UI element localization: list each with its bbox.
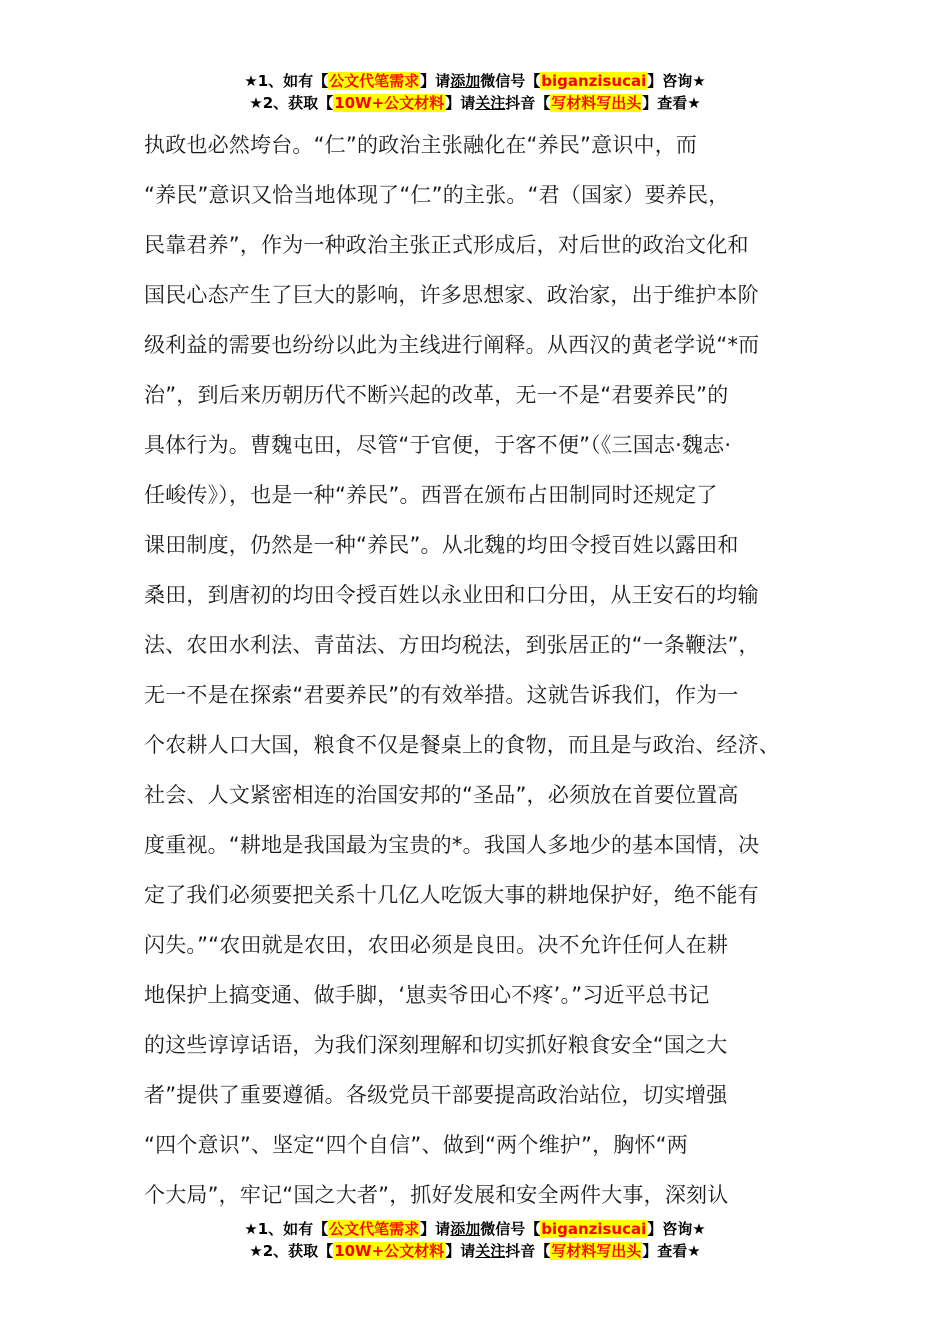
body-line: 级利益的需要也纷纷以此为主线进行阐释。从西汉的黄老学说“*而 <box>144 333 760 357</box>
header-banner <box>0 70 950 114</box>
body-line: 个大局”，牢记“国之大者”，抓好发展和安全两件大事，深刻认 <box>144 1183 729 1207</box>
footer-banner <box>0 1218 950 1262</box>
highlight-douyin-account: 写材料写出头 <box>551 1242 642 1260</box>
banner-text: 】请 <box>420 1220 451 1238</box>
body-line: 桑田，到唐初的均田令授百姓以永业田和口分田，从王安石的均输 <box>144 583 759 607</box>
body-line: “养民”意识又恰当地体现了“仁”的主张。“君（国家）要养民， <box>144 183 730 207</box>
banner-text: 抖音【 <box>505 94 551 112</box>
highlight-wechat-id: biganzisucai <box>541 72 647 90</box>
highlight-materials: 10W+公文材料 <box>334 1242 445 1260</box>
body-line: 民靠君养”，作为一种政治主张正式形成后，对后世的政治文化和 <box>144 233 749 257</box>
underlined-text: 关注 <box>475 94 506 112</box>
banner-text: 微信号【 <box>480 72 541 90</box>
document-body <box>144 120 834 1220</box>
underlined-text: 关注 <box>475 1242 506 1260</box>
highlight-service: 公文代笔需求 <box>329 72 420 90</box>
banner-text: 微信号【 <box>480 1220 541 1238</box>
body-line: 执政也必然垮台。“仁”的政治主张融化在“养民”意识中，而 <box>144 133 698 157</box>
banner-line-1 <box>0 1218 950 1240</box>
body-line: 个农耕人口大国，粮食不仅是餐桌上的食物，而且是与政治、经济、 <box>144 733 780 757</box>
highlight-douyin-account: 写材料写出头 <box>551 94 642 112</box>
banner-text: 】请 <box>420 72 451 90</box>
body-line: 课田制度，仍然是一种“养民”。从北魏的均田令授百姓以露田和 <box>144 533 739 557</box>
body-line: 闪失。”“农田就是农田，农田必须是良田。决不允许任何人在耕 <box>144 933 729 957</box>
banner-line-1 <box>0 70 950 92</box>
body-line: “四个意识”、坚定“四个自信”、做到“两个维护”，胸怀“两 <box>144 1133 688 1157</box>
banner-text: 】请 <box>445 1242 476 1260</box>
highlight-service: 公文代笔需求 <box>329 1220 420 1238</box>
body-line: 度重视。“耕地是我国最为宝贵的*。我国人多地少的基本国情，决 <box>144 833 760 857</box>
body-line: 具体行为。曹魏屯田，尽管“于官便，于客不便”（《三国志·魏志· <box>144 433 732 457</box>
body-line: 定了我们必须要把关系十几亿人吃饭大事的耕地保护好，绝不能有 <box>144 883 759 907</box>
banner-line-2 <box>0 1240 950 1262</box>
banner-text: 】请 <box>445 94 476 112</box>
body-line: 的这些谆谆话语，为我们深刻理解和切实抓好粮食安全“国之大 <box>144 1033 728 1057</box>
body-line: 地保护上搞变通、做手脚，‘崽卖爷田心不疼’。”习近平总书记 <box>144 983 710 1007</box>
banner-text: ★2、获取【 <box>249 94 334 112</box>
body-line: 无一不是在探索“君要养民”的有效举措。这就告诉我们，作为一 <box>144 683 739 707</box>
body-line: 国民心态产生了巨大的影响，许多思想家、政治家，出于维护本阶 <box>144 283 759 307</box>
body-line: 治”，到后来历朝历代不断兴起的改革，无一不是“君要养民”的 <box>144 383 729 407</box>
body-line: 社会、人文紧密相连的治国安邦的“圣品”，必须放在首要位置高 <box>144 783 739 807</box>
body-line: 法、农田水利法、青苗法、方田均税法，到张居正的“一条鞭法”， <box>144 633 760 657</box>
banner-text: 抖音【 <box>505 1242 551 1260</box>
banner-text: ★1、如有【 <box>244 1220 329 1238</box>
underlined-text: 添加 <box>450 72 481 90</box>
body-line: 任峻传》），也是一种“养民”。西晋在颁布占田制同时还规定了 <box>144 483 718 507</box>
highlight-wechat-id: biganzisucai <box>541 1220 647 1238</box>
body-line: 者”提供了重要遵循。各级党员干部要提高政治站位，切实增强 <box>144 1083 728 1107</box>
underlined-text: 添加 <box>450 1220 481 1238</box>
banner-text: ★2、获取【 <box>249 1242 334 1260</box>
banner-text: 】查看★ <box>642 1242 701 1260</box>
banner-line-2 <box>0 92 950 114</box>
banner-text: 】查看★ <box>642 94 701 112</box>
banner-text: 】咨询★ <box>647 1220 706 1238</box>
banner-text: 】咨询★ <box>647 72 706 90</box>
highlight-materials: 10W+公文材料 <box>334 94 445 112</box>
banner-text: ★1、如有【 <box>244 72 329 90</box>
